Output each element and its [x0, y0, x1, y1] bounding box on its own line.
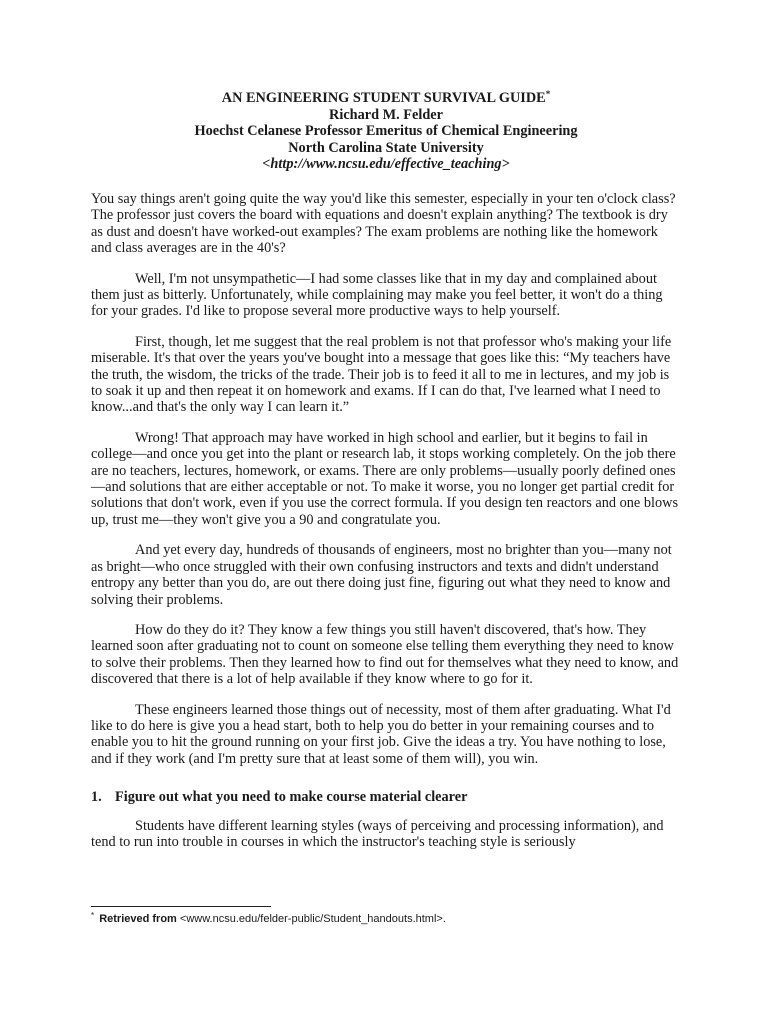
document-page — [91, 90, 681, 850]
section-title: Figure out what you need to make course material clearer — [115, 789, 468, 806]
author-website-link[interactable]: <http://www.ncsu.edu/effective_teaching> — [262, 156, 510, 173]
author-position: Hoechst Celanese Professor Emeritus of Chemical Engineering — [194, 123, 578, 140]
document-title-line — [91, 90, 681, 107]
document-title: AN ENGINEERING STUDENT SURVIVAL GUIDE — [221, 90, 546, 106]
paragraph-real-problem: First, though, let me suggest that the real problem is not that professor who's making your life miserable. It's that over the years you've bought into a message that goes like this: “My teachers have the truth, the wisdom, the tricks of the trade. Their job is to feed it all to me in lectures, and my job is to soak it up and then repeat it on homework and exams. If I can do that, I've learned what I need to know...and that's the only way I can learn it.” — [91, 333, 672, 416]
author-name: Richard M. Felder — [329, 106, 443, 123]
section-heading — [91, 789, 681, 805]
paragraph-intro: You say things aren't going quite the way you'd like this semester, especially in your ten o'clock class? The professor just covers the board with equations and doesn't explain anything? The textbook is dry as dust and doesn't have worked-out examples? The exam problems are nothing like the homework and class averages are in the 40's? — [91, 190, 676, 257]
paragraph-head-start: These engineers learned those things out of necessity, most of them after graduating. What I'd like to do here is give you a head start, both to help you do better in your remaining courses and to enable you to hit the ground running on your first job. Give the ideas a try. You have nothing to lose, and if they work (and I'm pretty sure that at least some of them will), you win. — [91, 701, 671, 767]
footnote — [91, 912, 446, 926]
footnote-reference-mark: * — [545, 89, 551, 99]
section-paragraph: Students have different learning styles (ways of perceiving and processing information), and tend to run into trouble in courses in which the instructor's teaching style is seriously — [91, 817, 664, 850]
paragraph-how-do-they: How do they do it? They know a few things you still haven't discovered, that's how. They learned soon after graduating not to count on someone else telling them everything they need to know to solve their problems. Then they learned how to find out for themselves what they need to know, and discovered that there is a lot of help available if they know where to go for it. — [91, 621, 679, 688]
body-text — [91, 191, 681, 767]
footnote-link[interactable]: <www.ncsu.edu/felder-public/Student_handouts.html>. — [179, 913, 446, 925]
footnote-separator — [91, 906, 271, 907]
section-number: 1. — [91, 789, 102, 806]
paragraph-and-yet: And yet every day, hundreds of thousands of engineers, most no brighter than you—many not as bright—who once struggled with their own confusing instructors and texts and didn't understand entropy any better than you do, are out there doing just fine, figuring out what they need to know and solving their problems. — [91, 542, 672, 608]
author-institution: North Carolina State University — [288, 139, 484, 156]
document-header — [91, 90, 681, 173]
footnote-label: Retrieved from — [99, 913, 177, 925]
paragraph-wrong: Wrong! That approach may have worked in high school and earlier, but it begins to fail in college—and once you get into the plant or research lab, it stops working completely. On the job there are no teachers, lectures, homework, or exams. There are only problems—usually poorly defined ones—and solutions that are either acceptable or not. To make it worse, you no longer get partial credit for solutions that don't work, even if you use the correct formula. If you design ten reactors and one blows up, trust me—they won't give you a 90 and congratulate you. — [91, 429, 679, 528]
footnote-mark: * — [91, 911, 95, 920]
paragraph-sympathy: Well, I'm not unsympathetic—I had some classes like that in my day and complained about them just as bitterly. Unfortunately, while complaining may make you feel better, it won't do a thing for your grades. I'd like to propose several more productive ways to help yourself. — [91, 270, 663, 320]
